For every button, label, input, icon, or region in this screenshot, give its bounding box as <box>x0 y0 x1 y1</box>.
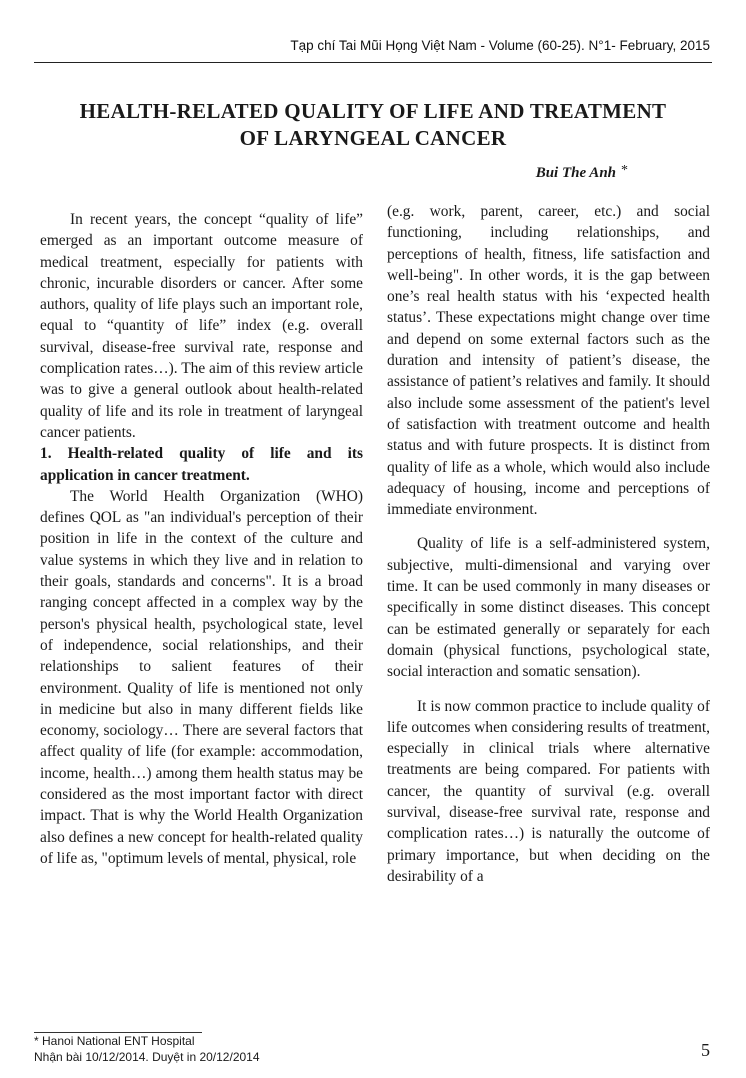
article-title-line-1: HEALTH-RELATED QUALITY OF LIFE AND TREATMENT <box>79 99 667 123</box>
footnote-dates: Nhận bài 10/12/2014. Duyệt in 20/12/2014 <box>34 1050 260 1064</box>
body-paragraph: The World Health Organization (WHO) defines QOL as "an individual's perception of their position in life in the context of the culture and value systems in which they live and in relation to their goals, standards and concerns". It is a broad ranging concept affected in a complex way by the person's physical health, psychological state, level of independence, social relationships, and their relationships to salient features of their environment. Quality of life is mentioned not only in medicine but also in many different fields like economy, sociology… There are several factors that affect quality of life (for example: accommodation, income, health…) among them health status may be considered as the most important factor with direct impact. That is why the World Health Organization also defines a new concept for health-related quality of life as, "optimum levels of mental, physical, role <box>40 487 363 867</box>
article-title <box>40 98 706 152</box>
intro-paragraph: In recent years, the concept “quality of life” emerged as an important outcome measure of medical treatment, especially for patients with chronic, incurable disorders or cancer. After some authors, quality of life plays such an important role, equal to “quantity of life” index (e.g. overall survival, disease-free survival rate, response and complication rates…). The aim of this review article was to give a general outlook about health-related quality of life and its role in treatment of laryngeal cancer patients. <box>40 211 363 441</box>
footnote <box>34 1033 260 1065</box>
header-divider <box>34 62 712 63</box>
left-column <box>40 209 363 869</box>
right-column <box>387 201 710 887</box>
author-footnote-mark: * <box>621 163 628 178</box>
body-paragraph: Quality of life is a self-administered system, subjective, multi-dimensional and varying over time. It can be used commonly in many diseases or specifically in some distinct diseases. This concept can be estimated generally or separately for each domain (physical functions, psychological state, social interaction and somatic sensation). <box>387 535 710 681</box>
body-paragraph-continued: (e.g. work, parent, career, etc.) and social functioning, including relationships, and perceptions of health, fitness, life satisfaction and well-being". In other words, it is the gap between one’s real health status with his ‘expected health status’. These expectations might change over time and depend on some external factors such as the duration and intensity of patient’s disease, the assistance of patient’s relatives and family. It should also include some assessment of the patient's level of satisfaction with treatment outcome and health status and with future prospects. It is distinct from quality of life as a whole, which would also include adequacy of housing, income and perceptions of immediate environment. <box>387 203 710 519</box>
author-name: Bui The Anh <box>535 165 616 181</box>
article-title-line-2: OF LARYNGEAL CANCER <box>239 126 507 150</box>
body-paragraph: It is now common practice to include quality of life outcomes when considering results of treatment, especially in clinical trials where alternative treatments are being compared. For patients with cancer, the quantity of survival (e.g. overall survival, disease-free survival rate, response and complication rates…) is naturally the outcome of primary importance, but when deciding on the desirability of a <box>387 697 710 885</box>
section-heading: 1. Health-related quality of life and its application in cancer treatment. <box>40 445 363 484</box>
page-number: 5 <box>701 1040 710 1060</box>
footnote-affiliation: * Hanoi National ENT Hospital <box>34 1034 195 1048</box>
running-header: Tạp chí Tai Mũi Họng Việt Nam - Volume (60-25). N°1- February, 2015 <box>290 38 710 53</box>
